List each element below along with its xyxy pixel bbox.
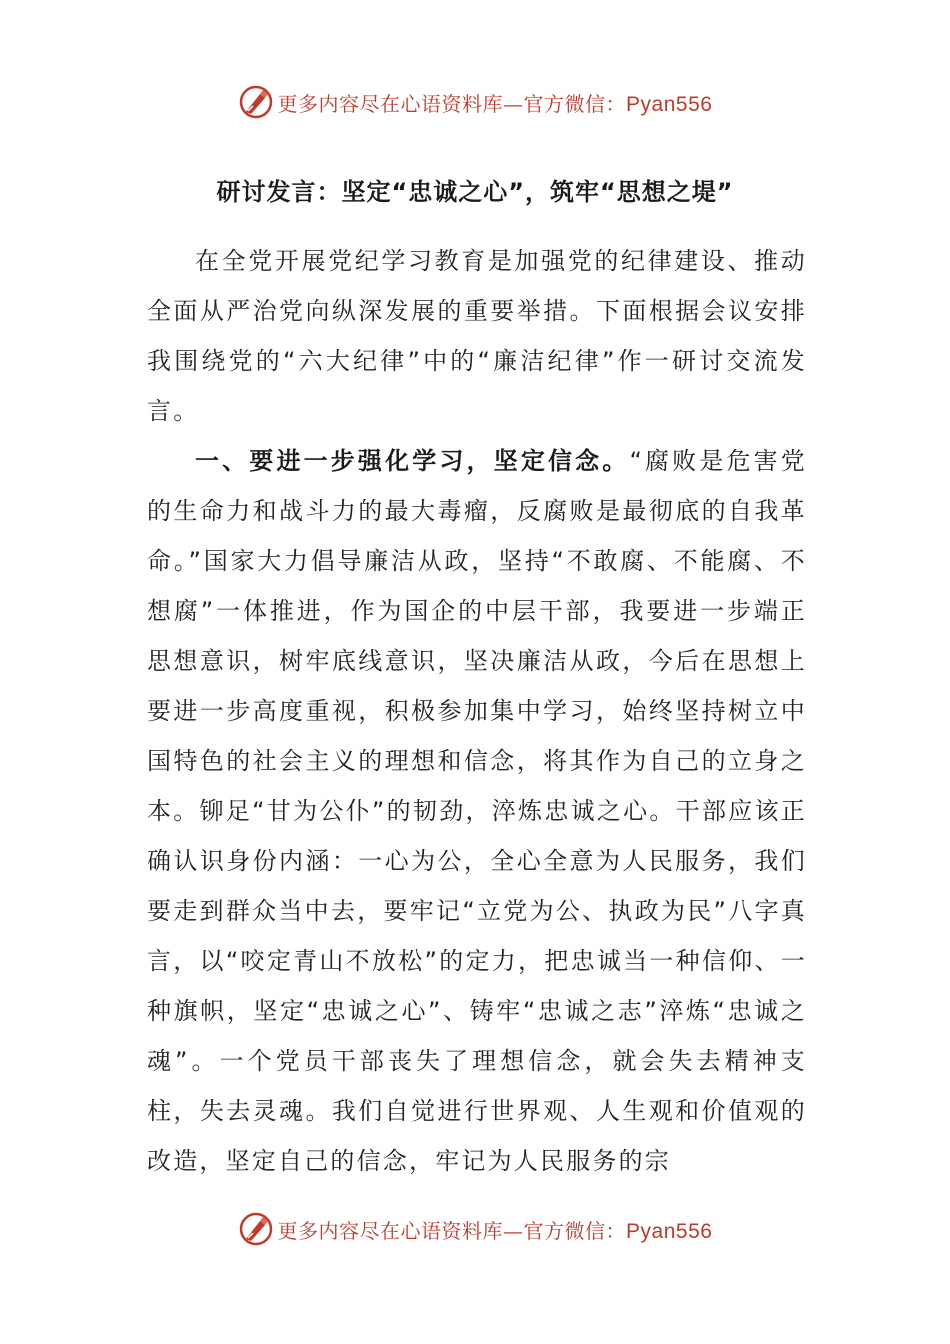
section-1-body: “腐败是危害党的生命力和战斗力的最大毒瘤，反腐败是最彻底的自我革命。”国家大力倡导廉洁从政，坚持“不敢腐、不能腐、不想腐”一体推进，作为国企的中层干部，我要进一步端正思想意识，树牢底线意识，坚决廉洁从政，今后在思想上要进一步高度重视，积极参加集中学习，始终坚持树立中国特色的社会主义的理想和信念，将其作为自己的立身之本。铆足“甘为公仆”的韧劲，淬炼忠诚之心。干部应该正确认识身份内涵：一心为公，全心全意为人民服务，我们要走到群众当中去，要牢记“立党为公、执政为民”八字真言，以“咬定青山不放松”的定力，把忠诚当一种信仰、一种旗帜，坚定“忠诚之心”、铸牢“忠诚之志”淬炼“忠诚之魂”。一个党员干部丧失了理想信念，就会失去精神支柱，失去灵魂。我们自觉进行世界观、人生观和价值观的改造，坚定自己的信念，牢记为人民服务的宗 <box>147 447 807 1175</box>
banner-wechat-label: 官方微信： <box>523 1218 627 1243</box>
banner-separator: — <box>503 1218 524 1243</box>
banner-brand: 更多内容尽在心语资料库 <box>277 91 504 116</box>
banner-text <box>278 1215 713 1244</box>
intro-paragraph: 在全党开展党纪学习教育是加强党的纪律建设、推动全面从严治党向纵深发展的重要举措。下面根据会议安排我围绕党的“六大纪律”中的“廉洁纪律”作一研讨交流发言。 <box>147 247 807 425</box>
section-1-paragraph <box>147 436 807 1186</box>
banner-brand: 更多内容尽在心语资料库 <box>277 1218 504 1243</box>
footer-watermark-banner <box>0 1209 950 1249</box>
banner-wechat-id: Pyan556 <box>626 92 713 116</box>
document-title: 研讨发言：坚定“忠诚之心”，筑牢“思想之堤” <box>216 178 734 206</box>
section-1-heading: 一、要进一步强化学习，坚定信念。 <box>195 447 630 475</box>
header-watermark-banner <box>0 82 950 122</box>
pen-nib-logo-icon <box>238 84 274 120</box>
banner-text <box>278 88 713 117</box>
document-body <box>147 236 807 1186</box>
banner-wechat-label: 官方微信： <box>523 91 627 116</box>
banner-wechat-id: Pyan556 <box>626 1219 713 1243</box>
banner-separator: — <box>503 91 524 116</box>
pen-nib-logo-icon <box>238 1211 274 1247</box>
